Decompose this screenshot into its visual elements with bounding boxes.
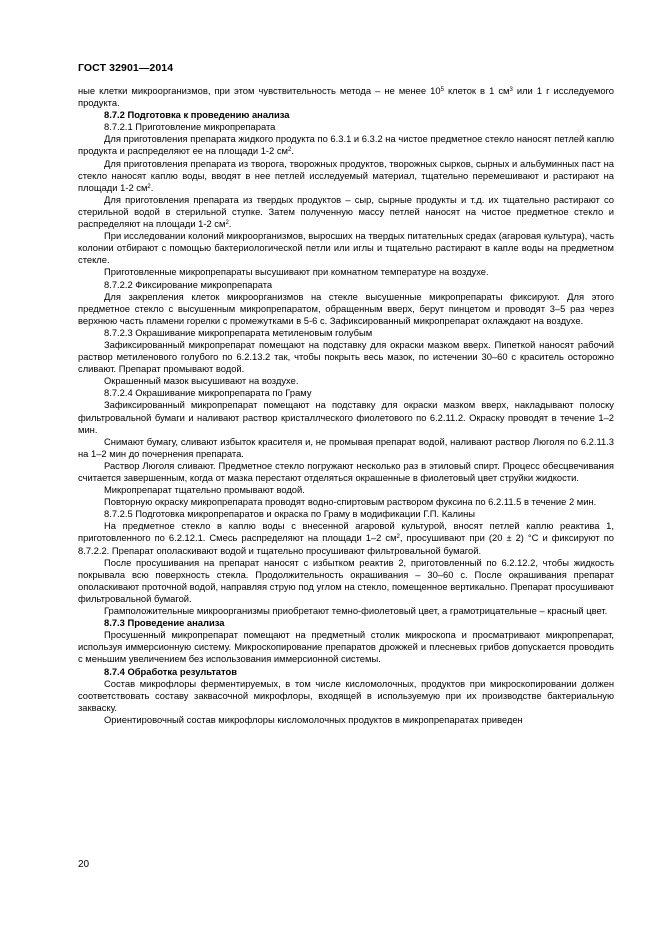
paragraph: Раствор Люголя сливают. Предметное стекло погружают несколько раз в этиловый спирт. Процесс обесцвечивания считается завершенным, когда от мазка перестают отделяться окрашенные в фиолетовый цвет струйки жидкости. [78, 459, 614, 483]
subsection-heading: 8.7.2.2 Фиксирование микропрепарата [104, 278, 273, 290]
paragraph: На предметное стекло в каплю воды с внесенной агаровой культурой, вносят петлей каплю реактива 1, приготовленного по 6.2.12.1. Смесь распределяют на площади 1–2 $см^2$, просушивают при (20 ± 2) °С и фиксируют по 8.7.2.2. Препарат ополаскивают водой и тщательно просушивают фильтровальной бумагой. [78, 520, 614, 556]
section-heading: 8.7.4 Обработка результатов [104, 665, 237, 677]
paragraph: Приготовленные микропрепараты высушивают при комнатном температуре на воздухе. [104, 266, 489, 278]
paragraph: Состав микрофлоры ферментируемых, в том числе кисломолочных, продуктов при микроскопировании должен соответствовать составу заквасочной микрофлоры, входящей в используемую при их производстве бактериальную закваску. [78, 677, 614, 713]
subsection-heading: 8.7.2.3 Окрашивание микропрепарата метиленовым голубым [104, 326, 373, 338]
paragraph: Грамположительные микроорганизмы приобретают темно-фиолетовый цвет, а грамотрицательные – красный цвет. [104, 605, 608, 617]
paragraph: Ориентировочный состав микрофлоры кисломолочных продуктов в микропрепаратах приведен [104, 713, 523, 725]
paragraph: Для приготовления препарата из творога, творожных продуктов, творожных сырков, сырных и альбуминных паст на стекло наносят каплю воды, вводят в нее петлей исследуемый материал, тщательно перемешивают и растирают на площади 1-2 $см^2$. [78, 157, 614, 193]
document-body [78, 85, 614, 726]
paragraph: Зафиксированный микропрепарат помещают на подставку для окраски мазком вверх. Пипеткой наносят рабочий раствор метиленового голубого по 6.2.13.2 так, чтобы покрыть весь мазок, по истечении 30–60 с краситель осторожно сливают. Препарат промывают водой. [78, 338, 614, 375]
paragraph: Снимают бумагу, сливают избыток красителя и, не промывая препарат водой, наливают раствор Люголя по 6.2.11.3 на 1–2 мин до почернения препарата. [78, 435, 614, 459]
paragraph: При исследовании колоний микроорганизмов, выросших на твердых питательных средах (агаровая культура), часть колонии отбирают с помощью бактериологической петли или иглы и тщательно растирают в капле воды на предметном стекле. [78, 230, 614, 266]
paragraph: Для закрепления клеток микроорганизмов на стекле высушенные микропрепараты фиксируют. Для этого предметное стекло с высушенным микропрепаратом, обращенным вверх, берут пинцетом и проводят 3–5 раз через верхнюю часть пламени горелки с промежутками в 5-6 с. Зафиксированный микропрепарат охлаждают на воздухе. [78, 290, 614, 326]
paragraph: Окрашенный мазок высушивают на воздухе. [104, 375, 299, 387]
document-code-header: ГОСТ 32901—2014 [78, 62, 174, 74]
paragraph: ные клетки микроорганизмов, при этом чувствительность метода – не менее $10^5$ клеток в 1 $см^3$ или 1 г исследуемого продукта. [78, 85, 614, 109]
subsection-heading: 8.7.2.5 Подготовка микропрепаратов и окраска по Граму в модификации Г.П. Калины [104, 508, 475, 520]
paragraph: Для приготовления препарата из твердых продуктов – сыр, сырные продукты и т.д. их тщательно растирают со стерильной водой в стерильной ступке. Затем полученную массу петлей наносят на чистое предметное стекло и распределяют на площади 1-2 $см^2$. [78, 193, 614, 230]
section-heading: 8.7.2 Подготовка к проведению анализа [104, 109, 290, 121]
page-number: 20 [78, 859, 90, 870]
paragraph: Для приготовления препарата жидкого продукта по 6.3.1 и 6.3.2 на чистое предметное стекло наносят петлей каплю продукта и распределяют ее на площади 1-2 $см^2$. [78, 133, 614, 157]
paragraph: Повторную окраску микропрепарата проводят водно-спиртовым раствором фуксина по 6.2.11.5 в течение 2 мин. [104, 496, 597, 508]
subsection-heading: 8.7.2.4 Окрашивание микропрепарата по Граму [104, 387, 312, 399]
paragraph: Зафиксированный микропрепарат помещают на подставку для окраски мазком вверх, накладывают полоску фильтровальной бумаги и наливают раствор кристаллческого фиолетового по 6.2.11.2. Окраску проводят в течение 1–2 мин. [78, 399, 614, 435]
section-heading: 8.7.3 Проведение анализа [104, 617, 225, 629]
subsection-heading: 8.7.2.1 Приготовление микропрепарата [104, 121, 276, 133]
paragraph: Микропрепарат тщательно промывают водой. [104, 484, 305, 496]
paragraph: Просушенный микропрепарат помещают на предметный столик микроскопа и просматривают микропрепарат, используя иммерсионную систему. Микроскопирование препаратов дрожжей и плесневых грибов допускается проводить с меньшим увеличением без использования иммерсионной системы. [78, 629, 614, 665]
paragraph: После просушивания на препарат наносят с избытком реактив 2, приготовленный по 6.2.12.2, чтобы жидкость покрывала всю поверхность стекла. Продолжительность окрашивания – 30–60 с. После окрашивания препарат ополаскивают проточной водой, направляя струю под углом на стекло, помещенное вертикально. Препарат просушивают фильтровальной бумагой. [78, 556, 614, 604]
